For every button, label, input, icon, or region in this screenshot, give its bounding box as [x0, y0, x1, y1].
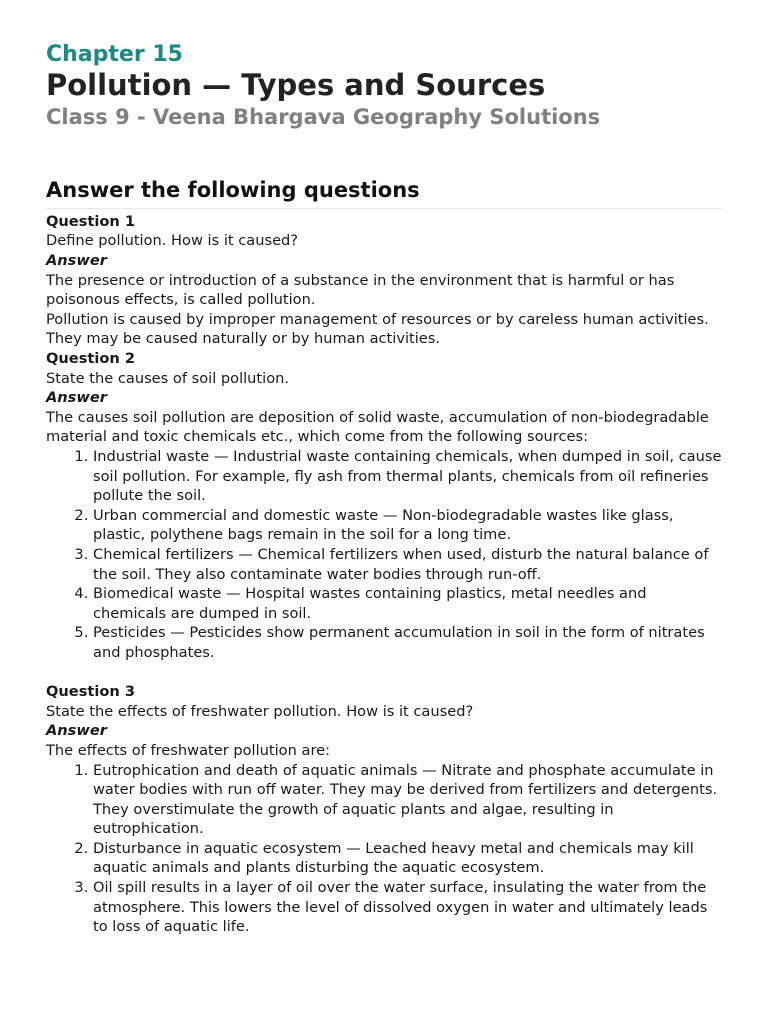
question-text: State the effects of freshwater pollution. How is it caused?	[46, 702, 474, 720]
answer-list	[46, 761, 722, 937]
answer-paragraph: Pollution is caused by improper management of resources or by careless human activities. They may be caused naturally or by human activities.	[46, 310, 709, 348]
question-block-2	[46, 349, 722, 663]
list-item: 2. Urban commercial and domestic waste — Non-biodegradable wastes like glass, plastic, polythene bags remain in the soil for a long time.	[93, 506, 722, 545]
answer-label: Answer	[46, 252, 107, 270]
question-block-3	[46, 682, 722, 937]
chapter-label: Chapter 15	[46, 42, 183, 67]
answer-paragraph: The effects of freshwater pollution are:	[46, 741, 331, 759]
question-label: Question 3	[46, 683, 136, 701]
page-subtitle: Class 9 - Veena Bhargava Geography Solutions	[46, 105, 601, 130]
page-title: Pollution — Types and Sources	[46, 68, 546, 103]
answer-paragraph: The causes soil pollution are deposition of solid waste, accumulation of non-biodegradable material and toxic chemicals etc., which come from the following sources:	[46, 408, 709, 446]
question-label: Question 1	[46, 212, 136, 230]
list-item: 1. Eutrophication and death of aquatic animals — Nitrate and phosphate accumulate in water bodies with run off water. They may be derived from fertilizers and detergents. They overstimulate the growth of aquatic plants and algae, resulting in eutrophication.	[93, 761, 722, 839]
spacer	[46, 663, 722, 683]
list-item: 3. Oil spill results in a layer of oil over the water surface, insulating the water from the atmosphere. This lowers the level of dissolved oxygen in water and ultimately leads to loss of aquatic life.	[93, 878, 722, 937]
answer-list	[46, 447, 722, 663]
section-heading: Answer the following questions	[46, 177, 722, 209]
answer-paragraph: The presence or introduction of a substance in the environment that is harmful or has poisonous effects, is called pollution.	[46, 271, 675, 309]
question-text: State the causes of soil pollution.	[46, 369, 290, 387]
list-item: 2. Disturbance in aquatic ecosystem — Leached heavy metal and chemicals may kill aquatic animals and plants disturbing the aquatic ecosystem.	[93, 839, 722, 878]
question-block-1	[46, 212, 722, 349]
question-text: Define pollution. How is it caused?	[46, 232, 299, 250]
list-item: 1. Industrial waste — Industrial waste containing chemicals, when dumped in soil, cause soil pollution. For example, fly ash from thermal plants, chemicals from oil refineries pollute the soil.	[93, 447, 722, 506]
question-label: Question 2	[46, 350, 136, 368]
answer-label: Answer	[46, 389, 107, 407]
list-item: 4. Biomedical waste — Hospital wastes containing plastics, metal needles and chemicals are dumped in soil.	[93, 584, 722, 623]
list-item: 5. Pesticides — Pesticides show permanent accumulation in soil in the form of nitrates and phosphates.	[93, 623, 722, 662]
answer-label: Answer	[46, 722, 107, 740]
list-item: 3. Chemical fertilizers — Chemical fertilizers when used, disturb the natural balance of the soil. They also contaminate water bodies through run-off.	[93, 545, 722, 584]
